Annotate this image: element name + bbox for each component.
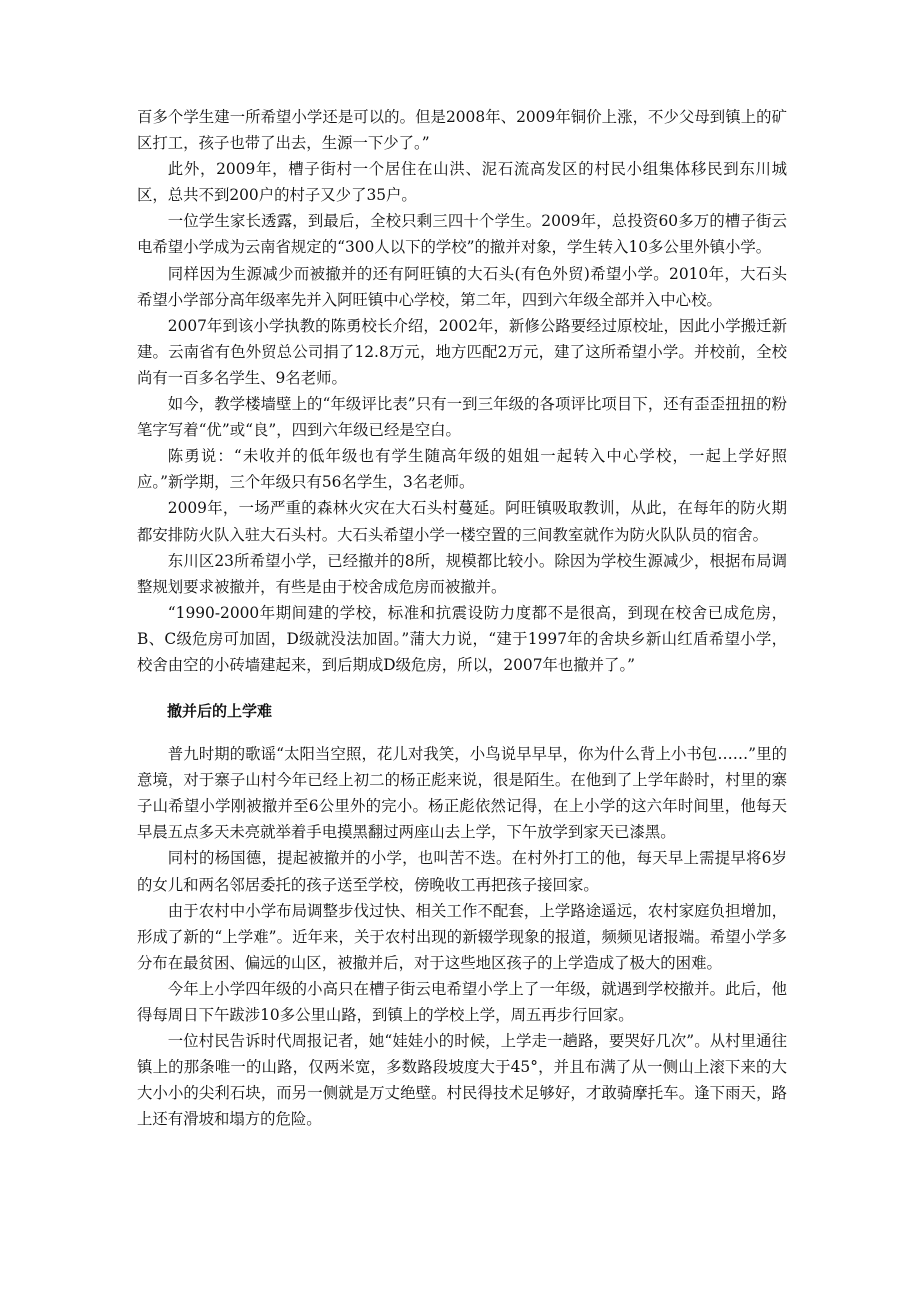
paragraph: 如今，教学楼墙壁上的“年级评比表”只有一到三年级的各项评比项目下，还有歪歪扭扭的粉笔字写着“优”或“良”，四到六年级已经是空白。 (137, 395, 787, 440)
paragraph: “1990-2000年期间建的学校，标准和抗震设防力度都不是很高，到现在校舍已成危房，B、C级危房可加固，D级就没法加固。”蒲大力说，“建于1997年的舍块乡新山红盾希望小学，校舍由空的小砖墙建起来，到后期成D级危房，所以，2007年也撤并了。” (137, 603, 787, 674)
paragraph: 同村的杨国德，提起被撤并的小学，也叫苦不迭。在村外打工的他，每天早上需提早将6岁的女儿和两名邻居委托的孩子送至学校，傍晚收工再把孩子接回家。 (137, 849, 787, 894)
paragraph: 东川区23所希望小学，已经撤并的8所，规模都比较小。除因为学校生源减少，根据布局调整规划要求被撤并，有些是由于校舍成危房而被撤并。 (137, 551, 787, 596)
paragraph: 一位村民告诉时代周报记者，她“娃娃小的时候，上学走一趟路，要哭好几次”。从村里通往镇上的那条唯一的山路，仅两米宽，多数路段坡度大于45°，并且布满了从一侧山上滚下来的大大小小的尖利石块，而另一侧就是万丈绝壁。村民得技术足够好，才敢骑摩托车。逢下雨天，路上还有滑坡和塌方的危险。 (137, 1032, 787, 1129)
paragraph: 普九时期的歌谣“太阳当空照，花儿对我笑，小鸟说早早早，你为什么背上小书包……”里的意境，对于寨子山村今年已经上初二的杨正彪来说，很是陌生。在他到了上学年龄时，村里的寨子山希望小学刚被撤并至6公里外的完小。杨正彪依然记得，在上小学的这六年时间里，他每天早晨五点多天未亮就举着手电摸黑翻过两座山去上学，下午放学到家天已漆黑。 (137, 745, 787, 842)
paragraph: 由于农村中小学布局调整步伐过快、相关工作不配套，上学路途遥远，农村家庭负担增加，形成了新的“上学难”。近年来，关于农村出现的新辍学现象的报道，频频见诸报端。希望小学多分布在最贫困、偏远的山区，被撤并后，对于这些地区孩子的上学造成了极大的困难。 (137, 901, 787, 972)
paragraph: 陈勇说：“未收并的低年级也有学生随高年级的姐姐一起转入中心学校，一起上学好照应。”新学期，三个年级只有56名学生，3名老师。 (137, 447, 787, 492)
section-heading: 撤并后的上学难 (167, 702, 273, 721)
paragraph: 今年上小学四年级的小高只在槽子街云电希望小学上了一年级，就遇到学校撤并。此后，他得每周日下午跋涉10多公里山路，到镇上的学校上学，周五再步行回家。 (137, 979, 787, 1024)
paragraph: 同样因为生源减少而被撤并的还有阿旺镇的大石头(有色外贸)希望小学。2010年，大石头希望小学部分高年级率先并入阿旺镇中心学校，第二年，四到六年级全部并入中心校。 (137, 264, 787, 309)
paragraph: 2007年到该小学执教的陈勇校长介绍，2002年，新修公路要经过原校址，因此小学搬迁新建。云南省有色外贸总公司捐了12.8万元，地方匹配2万元，建了这所希望小学。并校前，全校尚有一百多名学生、9名老师。 (137, 316, 787, 387)
paragraph: 百多个学生建一所希望小学还是可以的。但是2008年、2009年铜价上涨，不少父母到镇上的矿区打工，孩子也带了出去，生源一下少了。” (137, 108, 787, 153)
paragraph: 此外，2009年，槽子街村一个居住在山洪、泥石流高发区的村民小组集体移民到东川城区，总共不到200户的村子又少了35户。 (137, 160, 787, 205)
paragraph: 一位学生家长透露，到最后，全校只剩三四十个学生。2009年，总投资60多万的槽子街云电希望小学成为云南省规定的“300人以下的学校”的撤并对象，学生转入10多公里外镇小学。 (137, 212, 787, 257)
paragraph: 2009年，一场严重的森林火灾在大石头村蔓延。阿旺镇吸取教训，从此，在每年的防火期都安排防火队入驻大石头村。大石头希望小学一楼空置的三间教室就作为防火队队员的宿舍。 (137, 499, 787, 544)
document-page (137, 104, 787, 1132)
